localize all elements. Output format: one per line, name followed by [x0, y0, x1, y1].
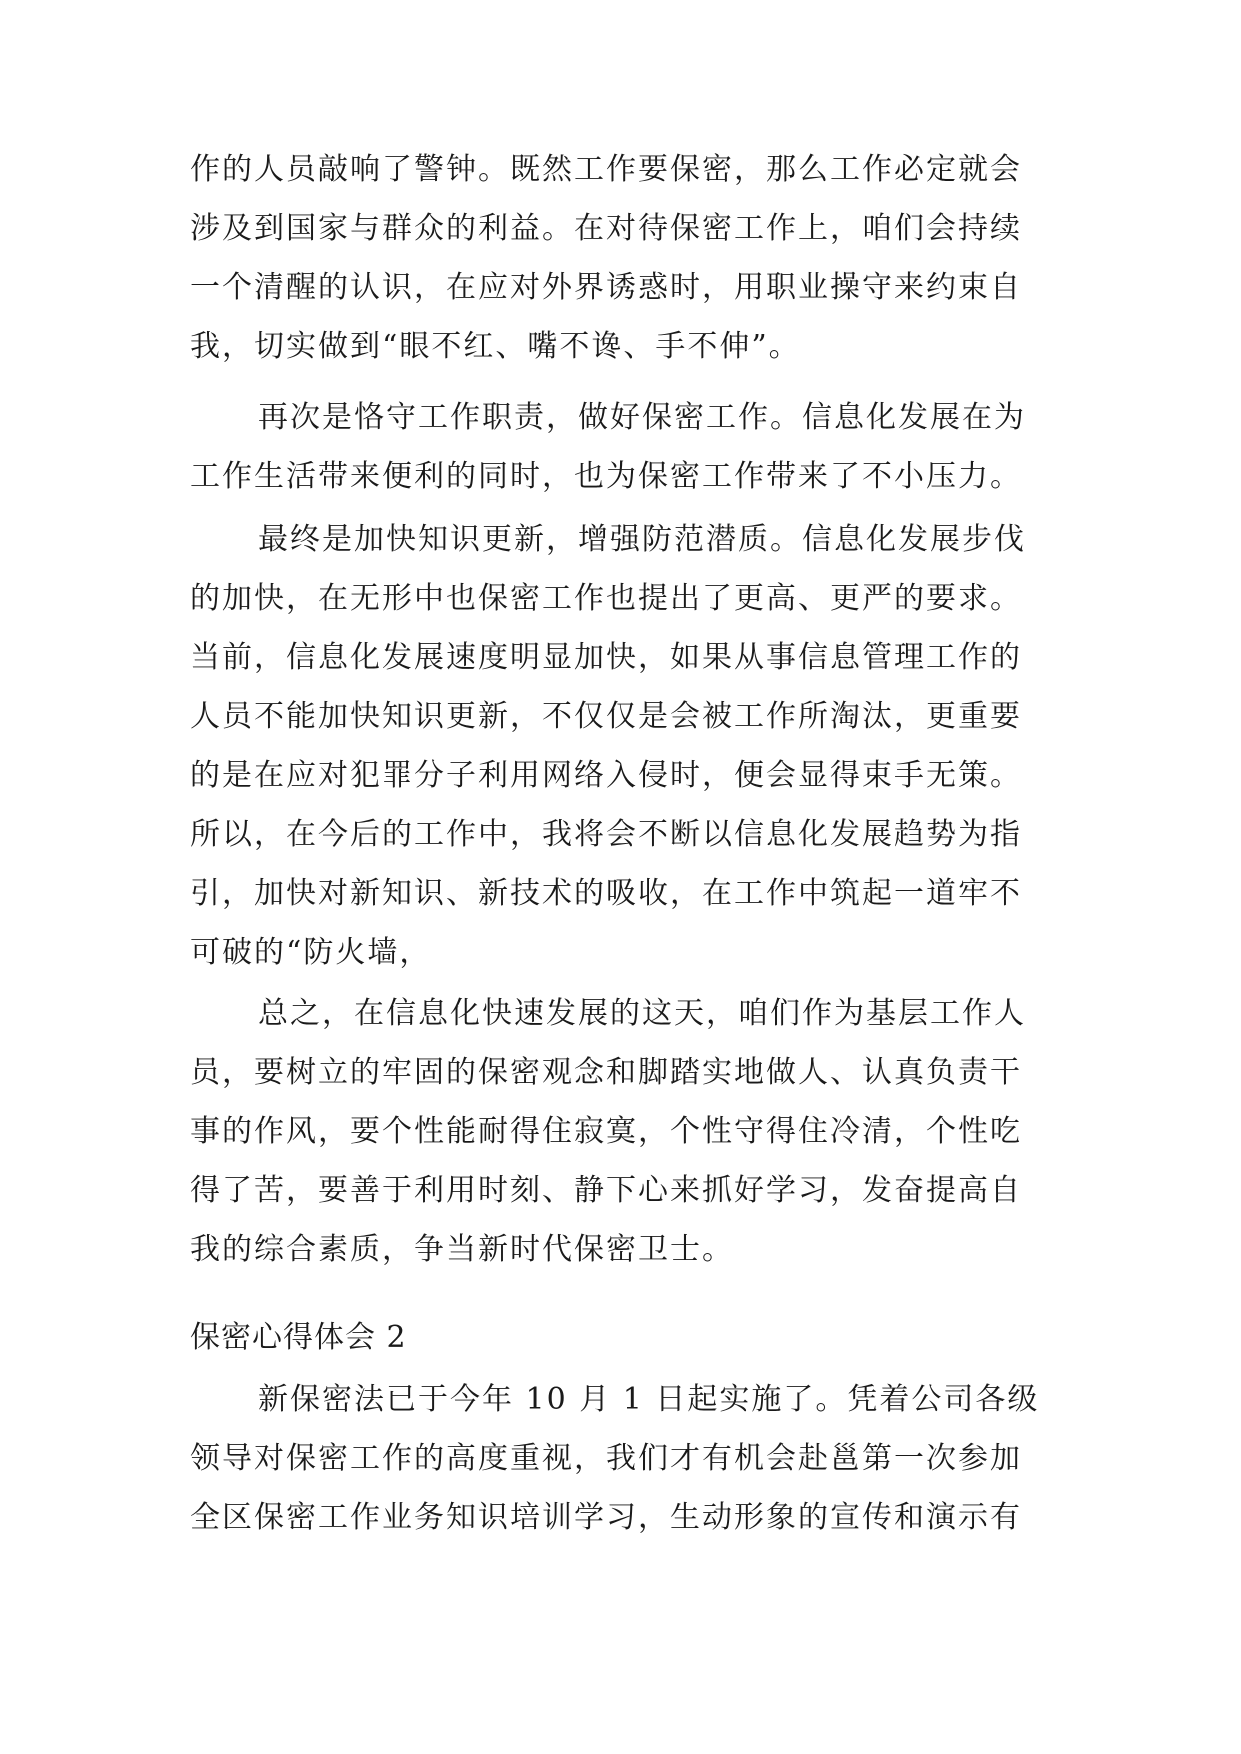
- paragraph-line: 得了苦，要善于利用时刻、静下心来抓好学习，发奋提高自: [190, 1173, 1022, 1208]
- paragraph-line: 的加快，在无形中也保密工作也提出了更高、更严的要求。: [190, 581, 1022, 616]
- paragraph-line: 当前，信息化发展速度明显加快，如果从事信息管理工作的: [190, 640, 1022, 675]
- paragraph-line: 领导对保密工作的高度重视，我们才有机会赴邕第一次参加: [190, 1441, 1022, 1476]
- paragraph-line: 再次是恪守工作职责，做好保密工作。信息化发展在为: [258, 400, 1026, 435]
- section-heading: 保密心得体会 2: [190, 1320, 407, 1355]
- paragraph-line: 人员不能加快知识更新，不仅仅是会被工作所淘汰，更重要: [190, 699, 1022, 734]
- paragraph-line: 最终是加快知识更新，增强防范潜质。信息化发展步伐: [258, 522, 1026, 557]
- paragraph-line: 所以，在今后的工作中，我将会不断以信息化发展趋势为指: [190, 817, 1022, 852]
- paragraph-line: 我，切实做到“眼不红、嘴不谗、手不伸”。: [190, 329, 801, 364]
- paragraph-line: 新保密法已于今年 10 月 1 日起实施了。凭着公司各级: [258, 1382, 1040, 1417]
- paragraph-line: 全区保密工作业务知识培训学习，生动形象的宣传和演示有: [190, 1500, 1022, 1535]
- paragraph-line: 涉及到国家与群众的利益。在对待保密工作上，咱们会持续: [190, 211, 1022, 246]
- paragraph-line: 可破的“防火墙，: [190, 935, 432, 970]
- paragraph-line: 员，要树立的牢固的保密观念和脚踏实地做人、认真负责干: [190, 1055, 1022, 1090]
- paragraph-line: 事的作风，要个性能耐得住寂寞，个性守得住冷清，个性吃: [190, 1114, 1022, 1149]
- paragraph-line: 总之，在信息化快速发展的这天，咱们作为基层工作人: [258, 996, 1026, 1031]
- paragraph-line: 作的人员敲响了警钟。既然工作要保密，那么工作必定就会: [190, 152, 1022, 187]
- paragraph-line: 一个清醒的认识，在应对外界诱惑时，用职业操守来约束自: [190, 270, 1022, 305]
- paragraph-line: 工作生活带来便利的同时，也为保密工作带来了不小压力。: [190, 459, 1022, 494]
- paragraph-line: 的是在应对犯罪分子利用网络入侵时，便会显得束手无策。: [190, 758, 1022, 793]
- paragraph-line: 我的综合素质，争当新时代保密卫士。: [190, 1232, 734, 1267]
- paragraph-line: 引，加快对新知识、新技术的吸收，在工作中筑起一道牢不: [190, 876, 1022, 911]
